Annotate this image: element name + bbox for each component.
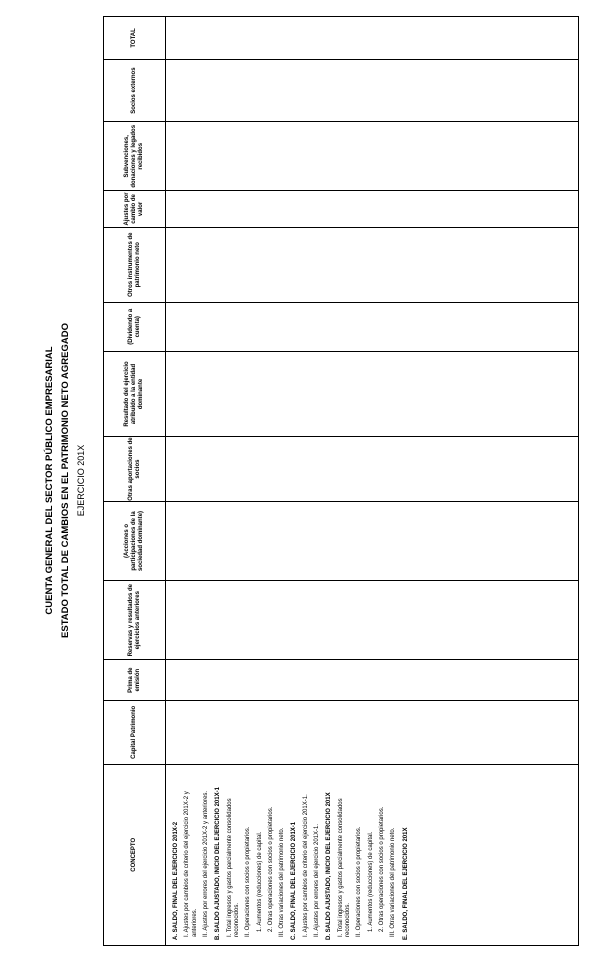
column-header-prima-emision: Prima de emisión [104, 660, 166, 701]
concept-line-item: II. Ajustes por errores del ejercicio 201X-1. [314, 823, 321, 937]
column-header-ajustes-valor: Ajustes por cambio de valor [104, 191, 166, 227]
concept-line-item: III. Otras variaciones del patrimonio neto. [279, 827, 286, 937]
header-statement-title: ESTADO TOTAL DE CAMBIOS EN EL PATRIMONIO NETO AGREGADO [60, 323, 71, 638]
value-cell-resultado-ejercicio [166, 351, 579, 436]
value-cell-socios-externos [166, 59, 579, 122]
concept-line-item: II. Operaciones con socios o propietarios. [245, 826, 252, 937]
column-header-subvenciones: Subvenciones, donaciones y legados recibidos [104, 122, 166, 191]
concept-line-item: II. Ajustes por errores del ejercicio 201X-2 y anteriores. [202, 790, 209, 937]
value-cell-otras-aportaciones [166, 437, 579, 502]
value-cell-ajustes-valor [166, 191, 579, 227]
concept-line-item: 1. Aumentos (reducciones) de capital. [367, 831, 374, 932]
column-header-otros-instrumentos: Otros instrumentos de patrimonio neto [104, 227, 166, 302]
value-cell-otros-instrumentos [166, 227, 579, 302]
concept-section-heading: B. SALDO AJUSTADO, INICIO DEL EJERCICIO 201X-1 [215, 787, 222, 940]
concept-list-cell [166, 764, 579, 945]
table-body-row [166, 17, 579, 946]
table-header-row [104, 17, 166, 946]
value-cell-prima-emision [166, 660, 579, 701]
concept-line-item: I. Total ingresos y gastos parcialmente consolidados reconocidos. [337, 798, 351, 937]
concept-line-item: II. Operaciones con socios o propietarios. [356, 826, 363, 937]
concept-line-item: I. Ajustes por cambios de criterio del ejercicio 201X-2 y anteriores. [184, 791, 198, 937]
value-cell-reservas [166, 581, 579, 660]
column-header-resultado-ejercicio: Resultado del ejercicio atribuido a la entidad dominante [104, 351, 166, 436]
concept-section-heading: D. SALDO AJUSTADO, INICIO DEL EJERCICIO 201X [326, 792, 333, 940]
concept-section-heading: A. SALDO, FINAL DEL EJERCICIO 201X-2 [173, 821, 179, 940]
value-cell-capital [166, 701, 579, 765]
concept-section-heading: E. SALDO, FINAL DEL EJERCICIO 201X [402, 827, 409, 940]
value-cell-subvenciones [166, 122, 579, 191]
column-header-total: TOTAL [104, 17, 166, 60]
concept-line-item: 2. Otras operaciones con socios o propietarios. [378, 806, 385, 932]
column-header-reservas: Reservas y resultados de ejercicios anteriores [104, 581, 166, 660]
header-fiscal-year: EJERCICIO 201X [76, 444, 86, 517]
column-header-socios-externos: Socios externos [104, 59, 166, 122]
concept-line-item: I. Ajustes por cambios de criterio del ejercicio 201X-1. [302, 794, 309, 937]
column-header-concepto: CONCEPTO [104, 764, 166, 945]
concept-line-item: 1. Aumentos (reducciones) de capital. [256, 831, 263, 932]
concept-line-item: III. Otras variaciones del patrimonio neto. [390, 827, 397, 937]
concept-line-item: I. Total ingresos y gastos parcialmente consolidados reconocidos. [226, 798, 240, 937]
equity-changes-table [103, 16, 579, 946]
value-cell-dividendo-cuenta [166, 302, 579, 351]
concept-section-heading: C. SALDO, FINAL DEL EJERCICIO 201X-1 [291, 821, 298, 940]
concept-line-item: 2. Otras operaciones con socios o propietarios. [267, 806, 274, 932]
column-header-acciones-propias: (Acciones o participaciones de la sociedad dominante) [104, 501, 166, 580]
column-header-capital: Capital Patrimonio [104, 701, 166, 765]
column-header-dividendo-cuenta: (Dividendo a cuenta) [104, 302, 166, 351]
value-cell-acciones-propias [166, 501, 579, 580]
column-header-otras-aportaciones: Otras aportaciones de socios [104, 437, 166, 502]
header-entity-title: CUENTA GENERAL DEL SECTOR PÚBLICO EMPRESARIAL [44, 346, 55, 615]
value-cell-total [166, 17, 579, 60]
